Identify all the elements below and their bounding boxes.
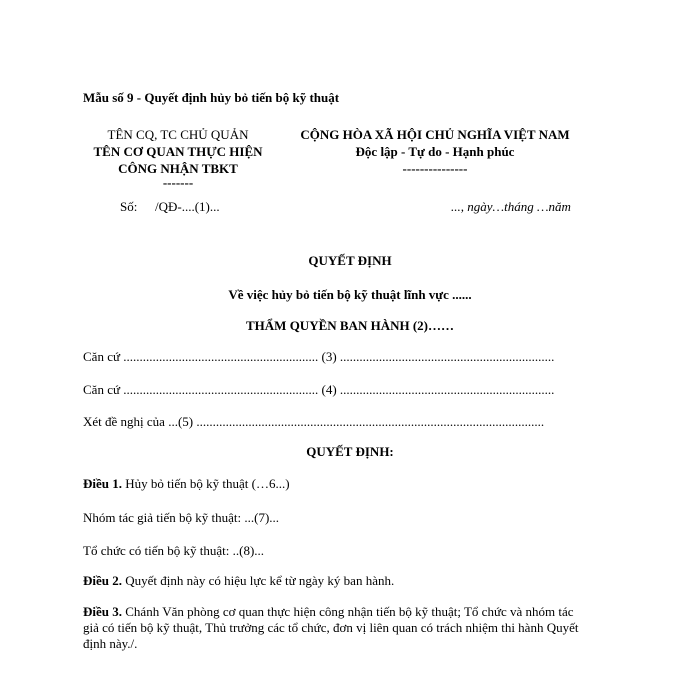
- parent-agency: TÊN CQ, TC CHỦ QUẢN: [107, 127, 249, 142]
- issuing-agency: TÊN CƠ QUAN THỰC HIỆN: [93, 144, 263, 159]
- article-2: [83, 573, 394, 589]
- basis-line-1: Căn cứ ............................................................ (3) ..................................................................: [83, 349, 555, 364]
- issuing-authority: THẨM QUYỀN BAN HÀNH (2)……: [246, 318, 454, 333]
- document-subject: Về việc hủy bỏ tiến bộ kỹ thuật lĩnh vực ......: [228, 287, 472, 302]
- national-title: CỘNG HÒA XÃ HỘI CHỦ NGHĨA VIỆT NAM: [300, 127, 570, 142]
- document-number: /QĐ-....(1)...: [155, 199, 220, 214]
- article-3-line-1: [83, 604, 574, 620]
- left-header-divider: -------: [162, 175, 194, 190]
- article-3-line-3: định này./.: [83, 636, 138, 651]
- right-header-divider: ---------------: [402, 161, 468, 176]
- basis-line-2: Căn cứ ............................................................ (4) ..................................................................: [83, 382, 555, 397]
- article-3-label: Điều 3.: [83, 604, 122, 619]
- article-1-text: Hủy bỏ tiến bộ kỹ thuật (…6...): [122, 476, 290, 491]
- authors-line: Nhóm tác giả tiến bộ kỹ thuật: ...(7)...: [83, 510, 280, 525]
- article-2-text: Quyết định này có hiệu lực kể từ ngày ký ban hành.: [122, 573, 395, 588]
- decision-heading: QUYẾT ĐỊNH:: [306, 444, 394, 459]
- article-1-label: Điều 1.: [83, 476, 122, 491]
- article-3-text-1: Chánh Văn phòng cơ quan thực hiện công nhận tiến bộ kỹ thuật; Tổ chức và nhóm tác: [122, 604, 574, 619]
- organization-line: Tổ chức có tiến bộ kỹ thuật: ..(8)...: [83, 543, 265, 558]
- article-3-line-2: giả có tiến bộ kỹ thuật, Thủ trưởng các tổ chức, đơn vị liên quan có trách nhiệm thi hành Quyết: [83, 620, 579, 635]
- national-motto: Độc lập - Tự do - Hạnh phúc: [355, 144, 515, 159]
- number-label: Số:: [120, 199, 138, 214]
- issuing-agency-line2: CÔNG NHẬN TBKT: [118, 161, 238, 176]
- document-title: QUYẾT ĐỊNH: [308, 253, 392, 268]
- article-1: [83, 476, 290, 492]
- article-2-label: Điều 2.: [83, 573, 122, 588]
- proposal-line: Xét đề nghị của ...(5) ...........................................................................................................: [83, 414, 545, 429]
- date-line: ..., ngày…tháng …năm: [451, 199, 571, 214]
- form-title: Mẫu số 9 - Quyết định hủy bỏ tiến bộ kỹ thuật: [83, 90, 340, 105]
